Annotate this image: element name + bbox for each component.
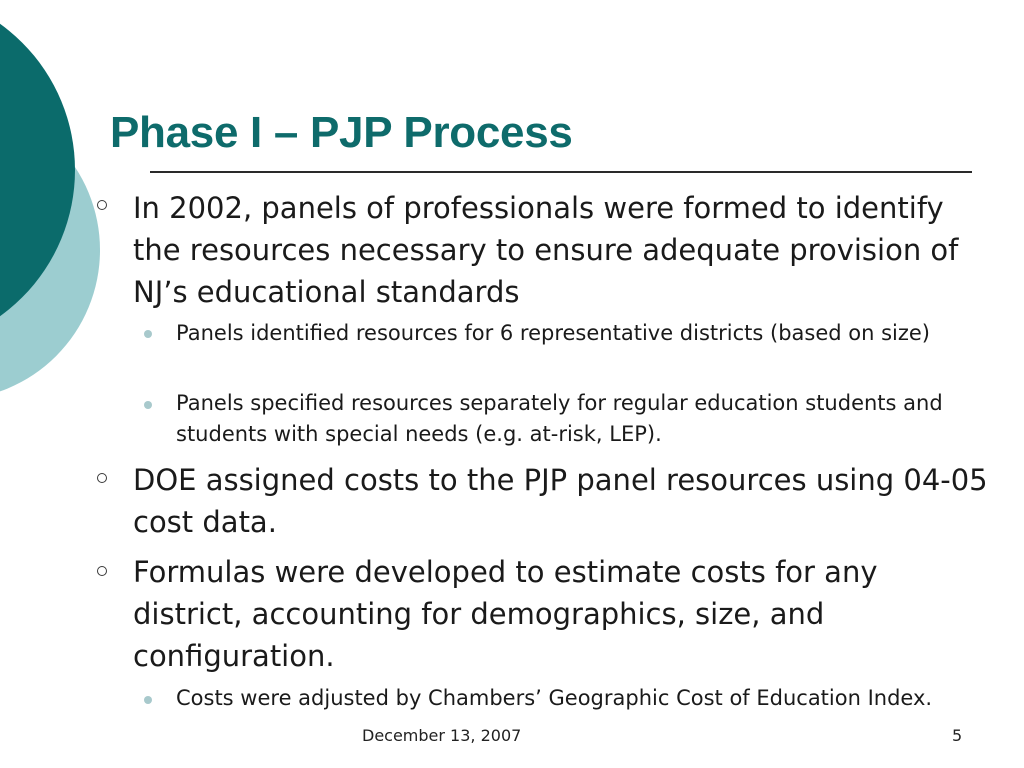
bullet-icon (97, 200, 107, 210)
sub-bullet-icon (144, 401, 152, 409)
footer-date: December 13, 2007 (362, 726, 522, 745)
sub-bullet-text: Panels identified resources for 6 representative districts (based on size) (176, 321, 931, 345)
slide-title: Phase I – PJP Process (110, 108, 573, 157)
sub-bullet-text: Costs were adjusted by Chambers’ Geographic Cost of Education Index. (176, 686, 933, 710)
bullet-text: Formulas were developed to estimate costs for any district, accounting for demographics, size, and configuration. (133, 555, 878, 673)
sub-bullet-text: Panels specified resources separately for regular education students and students with special needs (e.g. at-risk, LEP). (176, 391, 943, 446)
bullet-text: DOE assigned costs to the PJP panel resources using 04-05 cost data. (133, 463, 988, 539)
sub-bullet-icon (144, 696, 152, 704)
title-underline (150, 171, 972, 173)
bullet-text: In 2002, panels of professionals were formed to identify the resources necessary to ensure adequate provision of NJ’s educational standards (133, 191, 959, 309)
slide-number: 5 (952, 726, 963, 745)
bullet-icon (97, 473, 107, 483)
sub-bullet-icon (144, 330, 152, 338)
bullet-icon (97, 566, 107, 576)
